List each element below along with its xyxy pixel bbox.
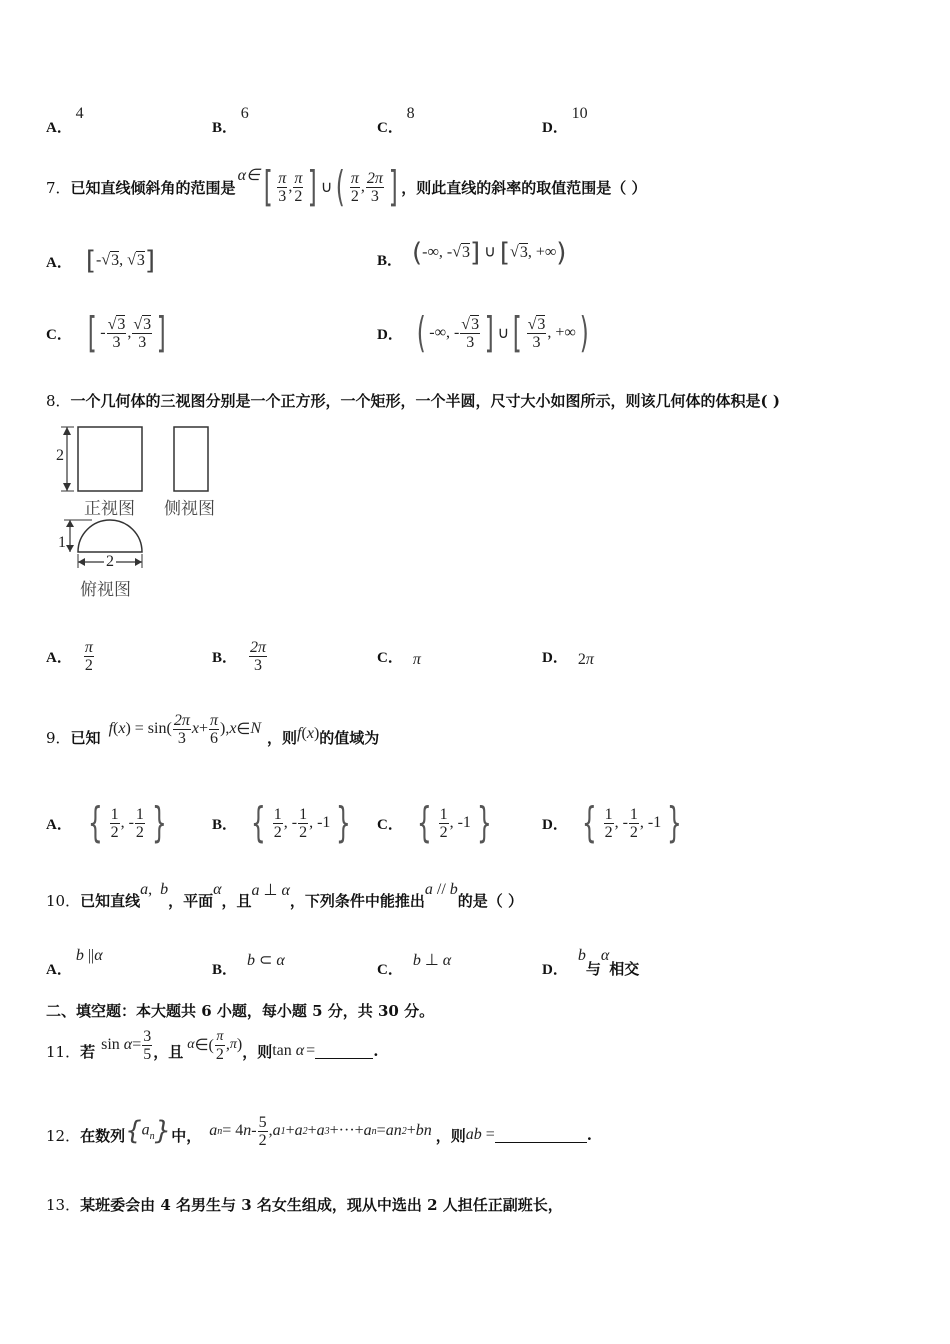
q9-option-d[interactable] <box>542 798 688 848</box>
option-value: 6 <box>240 105 249 122</box>
question-text: ，则 <box>267 728 298 747</box>
option-label: B． <box>212 961 238 978</box>
option-text: 相交 <box>609 961 640 978</box>
question-text: 的值域为 <box>319 728 380 747</box>
question-text: ，且 <box>221 891 252 910</box>
q10-option-d[interactable] <box>542 944 639 976</box>
option-label: A． <box>46 254 72 271</box>
question-text: 在数列 <box>80 1126 126 1145</box>
dim-width-label: 2 <box>106 553 114 570</box>
question-text: 的是（ ） <box>457 891 524 910</box>
dim-height-label: 2 <box>56 447 64 464</box>
question-text: ，则 <box>242 1042 273 1061</box>
math-formula: = <box>306 1042 316 1059</box>
section-2-title: 二、填空题：本大题共 6 小题，每小题 5 分，共 30 分。 <box>46 1002 435 1020</box>
question-9 <box>46 711 380 760</box>
math-formula: ] <box>388 162 398 211</box>
option-label: C． <box>46 326 72 343</box>
math-formula: [ <box>263 162 273 211</box>
q6-option-a[interactable] <box>46 105 84 137</box>
math-formula: b ⊥ α <box>412 952 452 969</box>
q8-option-a[interactable] <box>46 636 95 676</box>
option-value: 10 <box>571 105 588 122</box>
question-12 <box>46 1110 592 1160</box>
math-formula: $\frac{\pi}{3}$ <box>278 169 287 205</box>
math-formula: b ||α <box>75 947 103 964</box>
question-number: 9． <box>46 728 71 747</box>
math-formula: f ( x ) = sin( $\frac{2\pi}{3}$ x + $\frac{\pi}{6}$ ), x ∈ N <box>108 711 262 747</box>
answer-blank[interactable] <box>315 1044 373 1059</box>
math-formula: f(x) <box>297 725 320 742</box>
math-formula: $\frac{\pi}{2}$ <box>350 169 359 205</box>
question-text: 已知 <box>70 728 101 747</box>
math-formula: ∪ <box>320 179 333 196</box>
answer-blank[interactable] <box>495 1128 587 1143</box>
q6-option-c[interactable] <box>377 105 415 137</box>
math-formula: α <box>600 947 610 964</box>
option-label: D． <box>542 961 568 978</box>
option-label: D． <box>377 326 403 343</box>
top-view-caption: 俯视图 <box>80 580 131 600</box>
math-formula: { $\frac{1}{2}$ , - $\frac{1}{2}$ , -1 } <box>581 798 682 847</box>
option-label: D． <box>542 120 568 136</box>
option-label: D． <box>542 649 568 666</box>
math-formula: ] <box>308 162 318 211</box>
question-number: 13． <box>46 1196 81 1214</box>
math-formula: b <box>577 947 586 964</box>
q7-option-b[interactable] <box>377 238 567 274</box>
math-formula: α <box>213 881 222 898</box>
option-label: B． <box>212 649 238 666</box>
question-11 <box>46 1028 378 1074</box>
option-label: C． <box>377 816 403 833</box>
option-label: A． <box>46 961 72 978</box>
math-formula: b ⊂ α <box>247 952 285 969</box>
question-8 <box>46 390 780 411</box>
question-text: ，则此直线的斜率的取值范围是（ ） <box>401 178 647 197</box>
question-10 <box>46 882 523 918</box>
option-label: B． <box>212 120 238 136</box>
question-text: ，且 <box>153 1042 184 1061</box>
option-label: D． <box>542 816 568 833</box>
q9-option-c[interactable] <box>377 798 498 848</box>
math-formula: a // b <box>424 881 458 898</box>
math-formula: $\frac{\pi}{2}$ <box>84 638 93 674</box>
q7-option-a[interactable] <box>46 246 155 276</box>
question-number: 7． <box>46 178 71 197</box>
question-text: ，下列条件中能推出 <box>289 891 425 910</box>
option-label: C． <box>377 961 403 978</box>
math-formula: [-√3, √3] <box>85 246 156 276</box>
math-formula: π <box>412 651 421 668</box>
front-view-caption: 正视图 <box>84 499 135 519</box>
question-text: 中， <box>171 1126 202 1145</box>
option-label: A． <box>46 816 72 833</box>
math-formula: { $\frac{1}{2}$ , - $\frac{1}{2}$ , -1 } <box>251 798 352 847</box>
q9-option-b[interactable] <box>212 798 357 848</box>
math-formula: ab = <box>465 1126 495 1143</box>
math-formula: { $\frac{1}{2}$ , -1 } <box>416 798 492 847</box>
q10-option-c[interactable] <box>377 944 451 976</box>
math-formula: { $\frac{1}{2}$ , - $\frac{1}{2}$ } <box>87 798 167 847</box>
math-formula: $\frac{\pi}{2}$ <box>294 169 303 205</box>
math-formula: α∈ <box>237 167 260 184</box>
math-formula: [ - $\frac{√3}{3}$ , $\frac{√3}{3}$ ] <box>87 308 166 357</box>
math-formula: $\frac{2\pi}{3}$ <box>250 638 267 674</box>
q10-option-a[interactable] <box>46 944 103 976</box>
side-view-caption: 侧视图 <box>164 499 215 519</box>
math-formula: sin α = $\frac{3}{5}$ <box>101 1027 152 1063</box>
q8-option-b[interactable] <box>212 636 268 676</box>
math-formula: ( -∞, - $\frac{√3}{3}$ ] ∪ [ $\frac{√3}{3}$ , +∞ ) <box>416 308 589 357</box>
math-formula: a n = 4 n - $\frac{5}{2}$ , a 1 + a 2 + a 3 +···+ a n = an 2 + bn <box>209 1113 432 1149</box>
math-formula: 2π <box>577 651 594 668</box>
q8-option-c[interactable] <box>377 636 421 676</box>
question-number: 11． <box>46 1042 81 1061</box>
question-text: . <box>586 1126 593 1144</box>
question-7: 7． 已知直线倾斜角的范围是 α∈ [ $\frac{\pi}{3}$ , $\frac{\pi}{2}$ ] ∪ ( $\frac{\pi}{2}$ , $\frac{2\pi}{3}$ ] ，则此直线的斜率的取值范围是（ ） <box>46 162 647 211</box>
q7-option-c[interactable] <box>46 306 170 360</box>
question-text: 某班委会由 4 名男生与 3 名女生组成，现从中选出 2 人担任正副班长， <box>80 1196 563 1214</box>
question-number: 8． <box>46 392 71 410</box>
option-label: A． <box>46 649 72 666</box>
q10-option-b[interactable] <box>212 944 285 976</box>
question-text: 一个几何体的三视图分别是一个正方形，一个矩形，一个半圆，尺寸大小如图所示，则该几何体的体积是( ) <box>70 392 780 410</box>
q6-option-b[interactable] <box>212 105 249 137</box>
question-text: ，则 <box>435 1126 466 1145</box>
option-label: B． <box>212 816 238 833</box>
question-13 <box>46 1194 563 1215</box>
question-text: 已知直线倾斜角的范围是 <box>70 178 236 197</box>
option-label: C． <box>377 649 403 666</box>
question-text: 若 <box>80 1042 96 1061</box>
math-formula: $\frac{2\pi}{3}$ <box>366 169 383 205</box>
math-formula: a, b <box>140 881 169 898</box>
question-number: 12． <box>46 1126 81 1145</box>
dim-radius-label: 1 <box>58 534 66 551</box>
math-formula: α ∈( $\frac{\pi}{2}$ , π ) <box>187 1028 243 1063</box>
math-formula: a ⊥ α <box>251 882 290 899</box>
option-label: C． <box>377 120 403 136</box>
math-formula: $\{a_n\}$ <box>125 1116 172 1146</box>
question-text: . <box>373 1042 379 1060</box>
option-text: 与 <box>585 961 601 978</box>
q7-option-d[interactable] <box>377 306 592 360</box>
option-value: 8 <box>406 105 415 122</box>
math-formula: ( <box>336 162 346 211</box>
question-number: 10． <box>46 891 81 910</box>
math-formula: (-∞, -√3] ∪ [√3, +∞) <box>412 238 567 268</box>
option-label: A． <box>46 120 72 136</box>
option-value: 4 <box>75 105 84 122</box>
three-view-figure <box>52 420 232 600</box>
math-formula: tan α <box>272 1042 305 1059</box>
q6-option-d[interactable] <box>542 105 588 137</box>
q8-option-d[interactable] <box>542 636 594 676</box>
option-label: B． <box>377 252 403 269</box>
question-text: ，平面 <box>168 891 214 910</box>
question-text: 已知直线 <box>80 891 141 910</box>
q9-option-a[interactable] <box>46 798 173 848</box>
